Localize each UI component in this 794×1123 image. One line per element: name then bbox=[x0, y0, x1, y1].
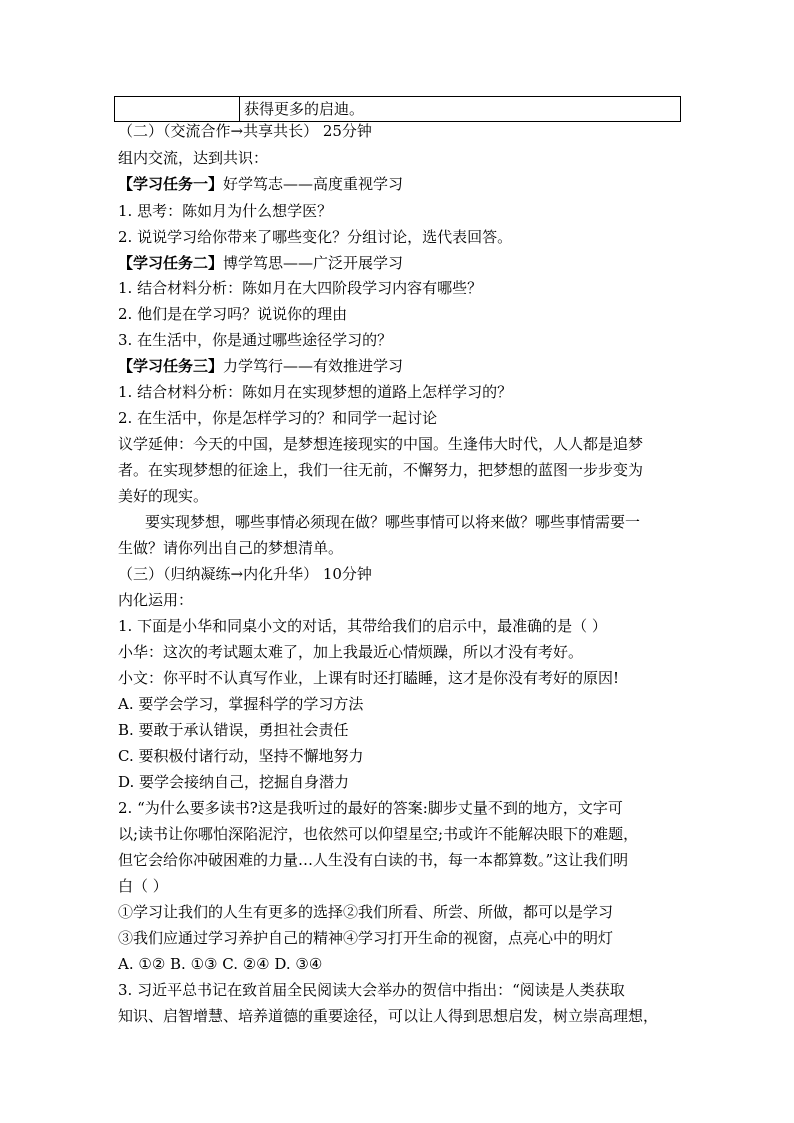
list-item: 1. 结合材料分析：陈如月在实现梦想的道路上怎样学习的？ bbox=[118, 383, 513, 401]
dialogue-line: 小文：你平时不认真写作业，上课有时还打瞌睡，这才是你没有考好的原因! bbox=[118, 669, 620, 687]
list-item: 2. 说说学习给你带来了哪些变化？分组讨论，选代表回答。 bbox=[118, 228, 513, 246]
paragraph-line: 美好的现实。 bbox=[118, 487, 209, 505]
option-d: D. 要学会接纳自己，挖掘自身潜力 bbox=[118, 773, 350, 791]
task-heading-1: 【学习任务一】好学笃志——高度重视学习 bbox=[118, 175, 404, 193]
list-item: 1. 思考：陈如月为什么想学医？ bbox=[118, 202, 333, 220]
option-b: B. 要敢于承认错误，勇担社会责任 bbox=[118, 721, 349, 739]
task-heading-3: 【学习任务三】力学笃行——有效推进学习 bbox=[118, 357, 404, 375]
task-heading-2: 【学习任务二】博学笃思——广泛开展学习 bbox=[118, 254, 404, 272]
list-item: 2. 他们是在学习吗？说说你的理由 bbox=[118, 305, 348, 323]
statement-line: ③我们应通过学习养护自己的精神④学习打开生命的视窗，点亮心中的明灯 bbox=[118, 929, 614, 947]
section-heading-2: （二）（交流合作→共享共长） 25分钟 bbox=[118, 122, 372, 140]
paragraph-line: 但它会给你冲破困难的力量…人生没有白读的书，每一本都算数。”这让我们明 bbox=[118, 851, 629, 869]
option-a: A. 要学会学习，掌握科学的学习方法 bbox=[118, 695, 364, 713]
option-c: C. 要积极付诸行动，坚持不懈地努力 bbox=[118, 747, 364, 765]
answer-options: A. ①② B. ①③ C. ②④ D. ③④ bbox=[118, 955, 323, 973]
paragraph-line: 要实现梦想，哪些事情必须现在做？哪些事情可以将来做？哪些事情需要一 bbox=[145, 513, 641, 531]
table-cell-right: 获得更多的启迪。 bbox=[244, 100, 365, 118]
list-item: 1. 结合材料分析：陈如月在大四阶段学习内容有哪些？ bbox=[118, 279, 483, 297]
text-line: 组内交流，达到共识： bbox=[118, 149, 269, 167]
list-item: 2. 在生活中，你是怎样学习的？和同学一起讨论 bbox=[118, 409, 438, 427]
question-2: 2. “为什么要多读书?这是我听过的最好的答案:脚步丈量不到的地方，文字可 bbox=[118, 799, 623, 817]
paragraph-line: 生做？请你列出自己的梦想清单。 bbox=[118, 539, 344, 557]
paragraph-line: 知识、启智增慧、培养道德的重要途径，可以让人得到思想启发，树立崇高理想， bbox=[118, 1007, 659, 1025]
statement-line: ①学习让我们的人生有更多的选择②我们所看、所尝、所做，都可以是学习 bbox=[118, 903, 614, 921]
table-row bbox=[114, 96, 681, 122]
paragraph-line: 白（ ） bbox=[118, 877, 168, 895]
table-cell-left bbox=[115, 97, 240, 121]
paragraph-line: 者。在实现梦想的征途上，我们一往无前，不懈努力，把梦想的蓝图一步步变为 bbox=[118, 461, 644, 479]
list-item: 3. 在生活中，你是通过哪些途径学习的？ bbox=[118, 331, 393, 349]
question-1: 1. 下面是小华和同桌小文的对话，其带给我们的启示中，最准确的是（ ） bbox=[118, 617, 607, 635]
dialogue-line: 小华：这次的考试题太难了，加上我最近心情烦躁，所以才没有考好。 bbox=[118, 643, 584, 661]
paragraph-line: 以;读书让你哪怕深陷泥泞，也依然可以仰望星空;书或许不能解决眼下的难题， bbox=[118, 825, 639, 843]
question-3: 3. 习近平总书记在致首届全民阅读大会举办的贺信中指出：“阅读是人类获取 bbox=[118, 981, 625, 999]
text-line: 内化运用： bbox=[118, 591, 194, 609]
paragraph-line: 议学延伸：今天的中国，是梦想连接现实的中国。生逢伟大时代，人人都是追梦 bbox=[118, 435, 644, 453]
section-heading-3: （三）（归纳凝练→内化升华） 10分钟 bbox=[118, 565, 372, 583]
